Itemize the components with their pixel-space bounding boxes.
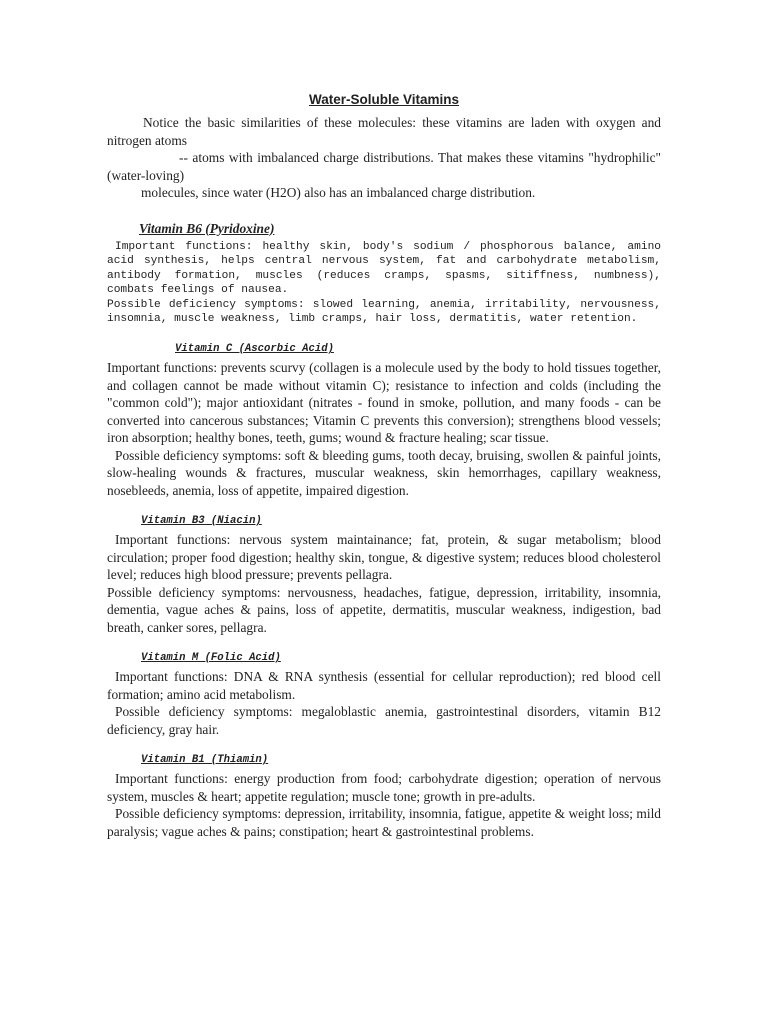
section-b1-functions: Important functions: energy production from food; carbohydrate digestion; operation of nervous system, muscles & heart; appetite regulation; muscle tone; growth in pre-adults.: [107, 771, 661, 804]
section-b3-heading: Vitamin B3 (Niacin): [141, 515, 262, 528]
section-c-deficiency: Possible deficiency symptoms: soft & bleeding gums, tooth decay, bruising, swollen & painful joints, slow-healing wounds & fractures, muscular weakness, skin hemorrhages, capillary weakness, nosebleeds, anemia, loss of appetite, impaired digestion.: [107, 447, 661, 498]
section-c-functions: Important functions: prevents scurvy (collagen is a molecule used by the body to hold tissues together, and collagen cannot be made without vitamin C); resistance to infection and colds (including the "common cold"); major antioxidant (nitrates - found in smoke, pollution, and many foods - can be converted into cancerous substances; Vitamin C prevents this conversion); strengthens blood vessels; iron absorption; healthy bones, teeth, gums; wound & fracture healing; scar tissue.: [107, 360, 661, 446]
document-page: [107, 90, 661, 840]
section-c-heading: Vitamin C (Ascorbic Acid): [175, 343, 334, 356]
section-b6-functions: Important functions: healthy skin, body's sodium / phosphorous balance, amino acid synthesis, helps central nervous system, fat and carbohydrate metabolism, antibody formation, muscles (reduces cramps, spasms, sitiffness, numbness), combats feelings of nausea.: [107, 240, 661, 297]
page-title: Water-Soluble Vitamins: [308, 92, 460, 107]
section-b3-functions: Important functions: nervous system maintainance; fat, protein, & sugar metabolism; blood circulation; proper food digestion; healthy skin, tongue, & digestive system; reduces blood cholesterol level; reduces high blood pressure; prevents pellagra.: [107, 532, 661, 583]
section-m-deficiency: Possible deficiency symptoms: megaloblastic anemia, gastrointestinal disorders, vitamin B12 deficiency, gray hair.: [107, 704, 661, 737]
section-b6-deficiency: Possible deficiency symptoms: slowed learning, anemia, irritability, nervousness, insomnia, muscle weakness, limb cramps, hair loss, dermatitis, water retention.: [107, 298, 661, 326]
intro-line-3: molecules, since water (H2O) also has an imbalanced charge distribution.: [141, 185, 536, 200]
section-b1-heading: Vitamin B1 (Thiamin): [141, 754, 269, 767]
intro-line-1: Notice the basic similarities of these molecules: these vitamins are laden with oxygen and nitrogen atoms: [107, 115, 661, 148]
intro-line-2: -- atoms with imbalanced charge distributions. That makes these vitamins "hydrophilic" (water-loving): [107, 150, 661, 183]
section-m-functions: Important functions: DNA & RNA synthesis (essential for cellular reproduction); red blood cell formation; amino acid metabolism.: [107, 669, 661, 702]
section-b3-deficiency: Possible deficiency symptoms: nervousness, headaches, fatigue, depression, irritability, insomnia, dementia, vague aches & pains, loss of appetite, dermatitis, muscular weakness, indigestion, bad breath, canker sores, pellagra.: [107, 584, 661, 635]
section-b6-heading: Vitamin B6 (Pyridoxine): [139, 220, 275, 236]
section-b1-deficiency: Possible deficiency symptoms: depression, irritability, insomnia, fatigue, appetite & weight loss; mild paralysis; vague aches & pains; constipation; heart & gastrointestinal problems.: [107, 806, 661, 839]
section-m-heading: Vitamin M (Folic Acid): [141, 652, 281, 665]
